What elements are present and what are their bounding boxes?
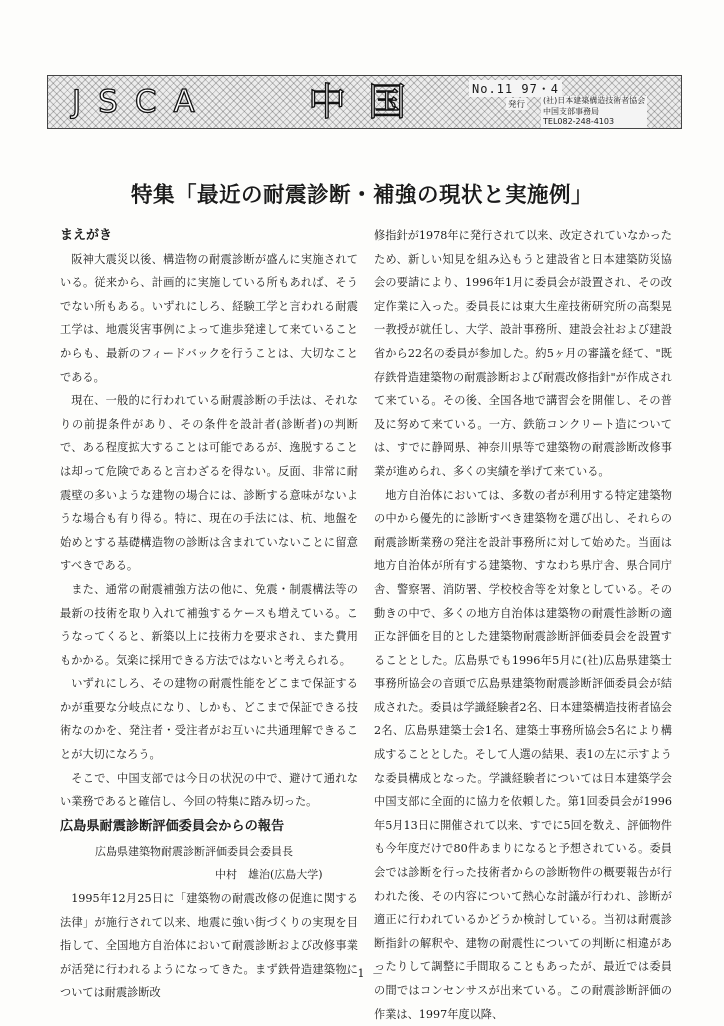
masthead-subtitle: 中国: [308, 80, 429, 124]
paragraph: そこで、中国支部では今日の状況の中で、避けて通れない業務であると確信し、今回の特集に踏み切った。: [60, 771, 358, 809]
publisher-office: 中国支部事務局: [543, 106, 599, 116]
paragraph: いずれにしろ、その建物の耐震性能をどこまで保証するかが重要な分岐点になり、しかも、どこまで保証できる技術なのかを、発注者・受注者がお互いに共通理解できることが大切になろう。: [60, 677, 358, 762]
intro-heading: まえがき: [60, 228, 113, 243]
publisher-phone: TEL082-248-4103: [543, 117, 615, 126]
byline-organization: 広島県建築物耐震診断評価委員会委員長: [95, 844, 293, 858]
paragraph: 1995年12月25日に「建築物の耐震改修の促進に関する法律」が施行されて以来、地震に強い街づくりの実現を目指して、全国地方自治体において耐震診断および改修事業が活発に行われるようになってきた。まず鉄骨造建築物については耐震診断改: [60, 892, 358, 1000]
section-heading: 広島県耐震診断評価委員会からの報告: [60, 818, 285, 834]
page-title: 特集「最近の耐震診断・補強の現状と実施例」: [130, 183, 593, 208]
paragraph: 現在、一般的に行われている耐震診断の手法は、それなりの前提条件があり、その条件を設計者(診断者)の判断で、ある程度拡大することは可能であるが、逸脱することは却って危険であると言わざるを得ない。反面、非常に耐震壁の多いような建物の場合には、診断する意味がないような場合も有り得る。特に、現在の手法には、杭、地盤を始めとする基礎構造物の診断は含まれていないことに留意すべきである。: [60, 394, 358, 573]
masthead-title: JSCA: [72, 84, 212, 120]
paragraph: また、通常の耐震補強方法の他に、免震・制震構法等の最新の技術を取り入れて補強するケースも増えている。こうなってくると、新築以上に技術力を要求され、また費用もかかる。気楽に採用できる方法ではないと考えられる。: [60, 582, 358, 667]
publisher-label: 発行: [508, 100, 526, 110]
right-column: [374, 224, 672, 1026]
paragraph: 阪神大震災以後、構造物の耐震診断が盛んに実施されている。従来から、計画的に実施している所もあれば、そうでない所もある。いずれにしろ、経験工学と言われる耐震工学は、地震災害事例によって進歩発達して来ていることからも、最新のフィードバックを行うことは、大切なことである。: [60, 252, 358, 384]
issue-number: No.11 97・4: [469, 80, 562, 97]
paragraph: 修指針が1978年に発行されて以来、改定されていなかったため、新しい知見を組み込もうと建設省と日本建築防災協会の要請により、1996年1月に委員会が設置され、その改定作業に入った。委員長には東大生産技術研究所の高梨晃一教授が就任し、大学、設計事務所、建設会社および建設省から22名の委員が参加した。約5ヶ月の審議を経て、"既存鉄骨造建築物の耐震診断および耐震改修指針"が作成されて来ている。その後、全国各地で講習会を開催し、その普及に努めて来ている。一方、鉄筋コンクリート造については、すでに静岡県、神奈川県等で建築物の耐震診断改修事業が進められ、多くの実績を挙げて来ている。: [374, 229, 672, 478]
left-column: [60, 224, 358, 1005]
masthead-banner: [47, 75, 682, 129]
page-number: － 1 －: [339, 967, 385, 980]
publisher-org: (社)日本建築構造技術者協会: [543, 96, 646, 105]
publisher-info: [541, 96, 647, 128]
paragraph: 地方自治体においては、多数の者が利用する特定建築物の中から優先的に診断すべき建築物を選び出し、それらの耐震診断業務の発注を設計事務所に対して始めた。当面は地方自治体が所有する建築物、すなわち県庁舎、県合同庁舎、警察署、消防署、学校校舎等を対象としている。その動きの中で、多くの地方自治体は建築物の耐震性診断の適正な評価を目的とした建築物耐震診断評価委員会を設置することとした。広島県でも1996年5月に(社)広島県建築士事務所協会の音頭で広島県建築物耐震診断評価委員会が結成された。委員は学識経験者2名、日本建築構造技術者協会2名、広島県建築士会1名、建築士事務所協会5名により構成することとした。そして人選の結果、表1の左に示すような委員構成となった。学識経験者については日本建築学会中国支部に全面的に協力を依頼した。第1回委員会が1996年5月13日に開催されて以来、すでに5回を数え、評価物件も今年度だけで80件あまりになると予想されている。委員会では診断を行った技術者からの診断物件の概要報告が行われた後、その内容について熱心な討議が行われ、診断が適正に行われているかどうか検討している。当初は耐震診断指針の解釈や、建物の耐震性についての判断に相違があったりして調整に手間取ることもあったが、最近では委員の間ではコンセンサスが出来ている。この耐震診断評価の作業は、1997年度以降、: [374, 488, 672, 1021]
byline-author: 中村 雄治(広島大学): [215, 868, 323, 882]
